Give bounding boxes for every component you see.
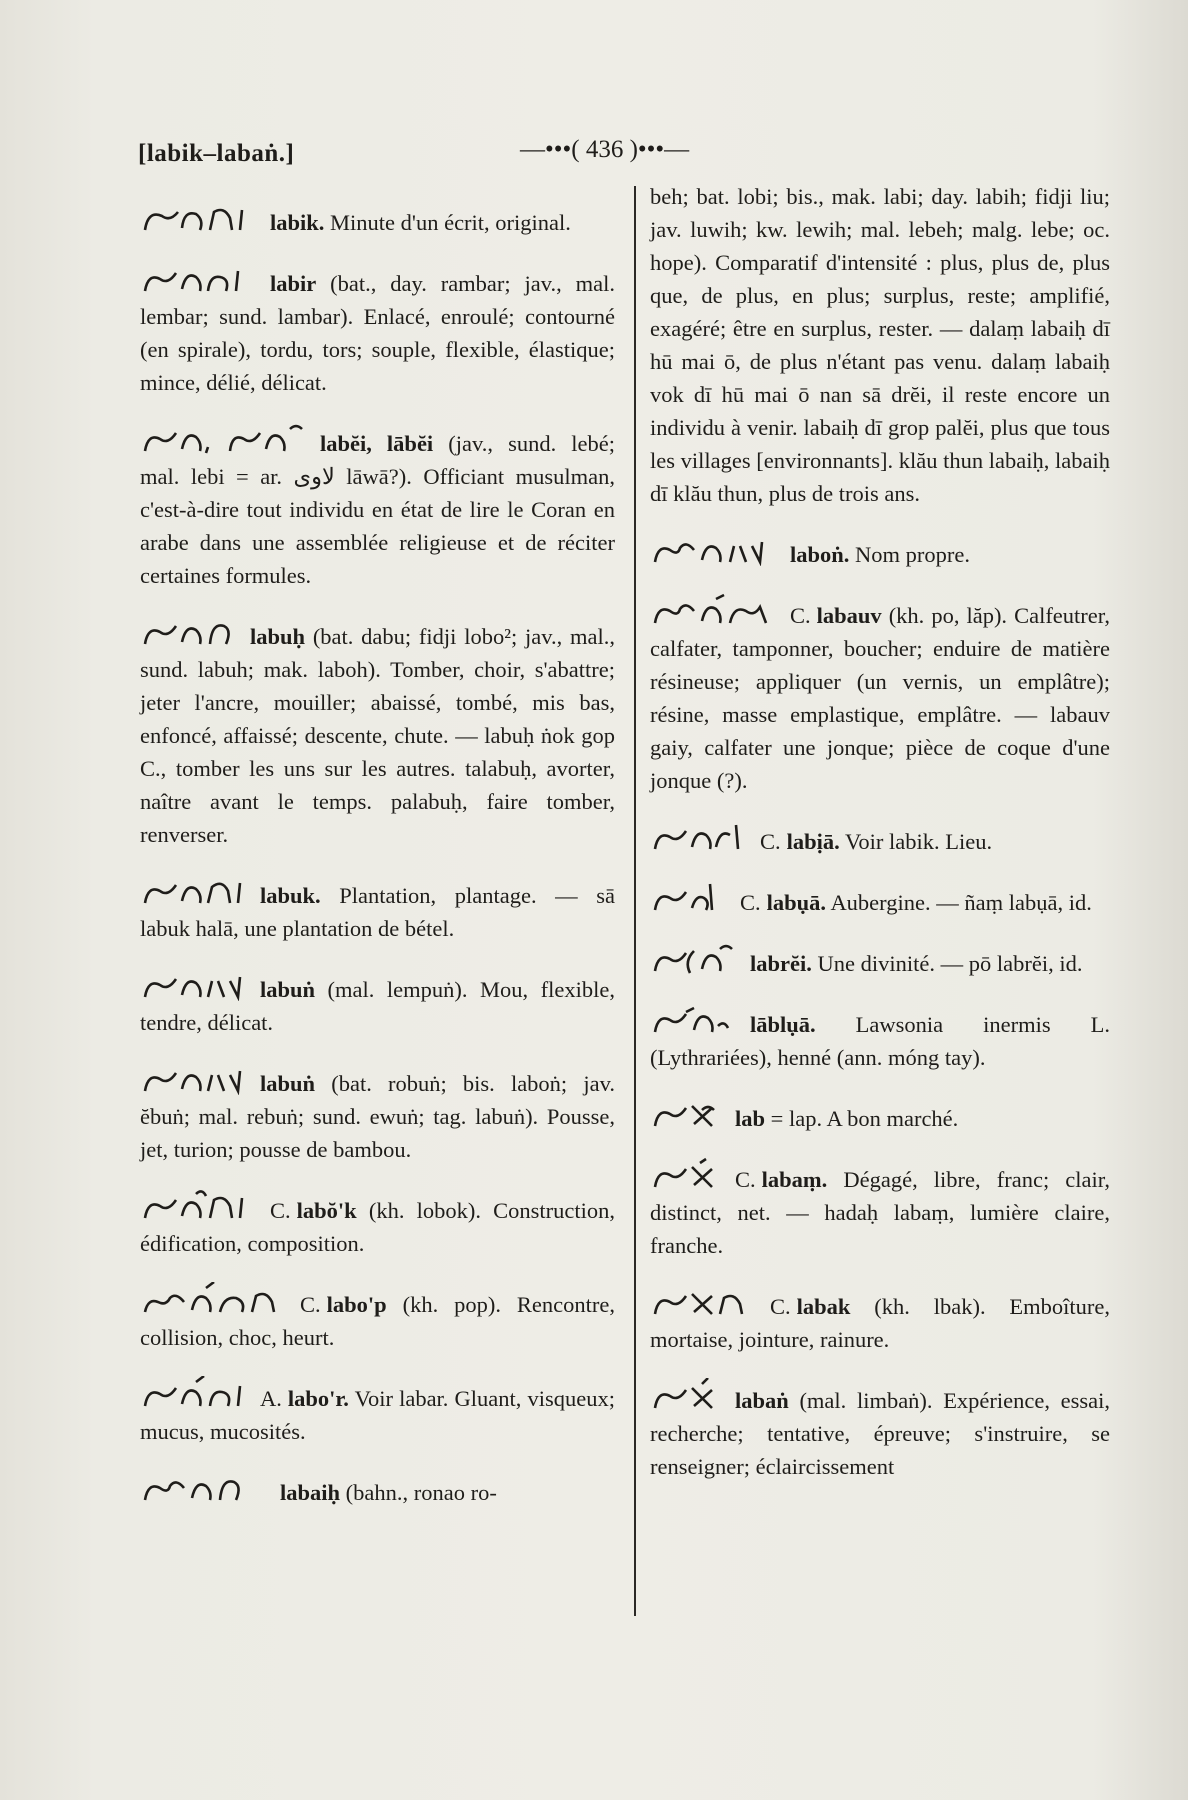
entry-prefix: C. [760, 829, 781, 854]
running-head: [labik–labaṅ.] [138, 140, 295, 167]
definition: Plantation, plantage. — sā labuk halā, une plantation de bétel. [140, 883, 615, 941]
column-divider [634, 186, 636, 1616]
left-column [140, 200, 615, 1531]
cham-script-icon [650, 941, 740, 975]
cham-script-icon [140, 1470, 270, 1504]
headword: labaiḥ [280, 1480, 341, 1505]
definition: Nom propre. [855, 542, 971, 567]
headword: lab [735, 1106, 766, 1131]
entry [140, 1470, 615, 1509]
entry [140, 1188, 615, 1260]
cham-script-icon [650, 532, 780, 566]
headword: labo'p [326, 1292, 387, 1317]
entry [140, 1376, 615, 1448]
headword: labuṅ [260, 977, 316, 1002]
headword: laboṅ. [790, 542, 850, 567]
headword: labrĕi. [750, 951, 812, 976]
cham-script-icon [650, 1096, 725, 1130]
cham-script-icon [140, 1282, 290, 1316]
definition: (bat. dabu; fidji lobo²; jav., mal., sund. labuh; mak. laboh). Tomber, choir, s'abattre; jeter l'ancre, mouiller; abaissé, tombé, mis bas, enfoncé, affaissé; descente, chute. — labuḥ ṅok gop C., tomber les uns sur les autres. talabuḥ, avorter, naître avant le temps. palabuḥ, faire tomber, renverser. [140, 624, 615, 847]
cham-script-icon [650, 593, 780, 627]
entry [650, 532, 1110, 571]
headword: labĕi, lābĕi [320, 431, 434, 456]
entry [140, 873, 615, 945]
definition: (kh. lbak). Emboîture, mortaise, jointure, rainure. [650, 1294, 1111, 1352]
definition: (kh. pop). Rencontre, collision, choc, heurt. [140, 1292, 615, 1350]
definition: Lawsonia inermis L. (Lythrariées), henné (ann. móng tay). [650, 1012, 1110, 1070]
definition: Minute d'un écrit, original. [330, 210, 571, 235]
entry [140, 261, 615, 399]
cham-script-icon [140, 1188, 260, 1222]
definition: (bat. robuṅ; bis. laboṅ; jav. ĕbuṅ; mal. rebuṅ; sund. ewuṅ; tag. labuṅ). Pousse, jet, turion; pousse de bambou. [140, 1071, 616, 1162]
cham-script-icon [140, 1376, 250, 1410]
entry-prefix: C. [735, 1167, 756, 1192]
entry [650, 1002, 1110, 1074]
definition: (kh. po, lăp). Calfeutrer, calfater, tamponner, boucher; enduire de matière résineuse; appliquer (un vernis, un emplâtre); résine, masse emplastique, emplâtre. — labauv gaiy, calfater une jonque; pièce de coque d'une jonque (?). [650, 603, 1110, 793]
entry [650, 1378, 1110, 1483]
headword: labuk. [260, 883, 321, 908]
headword: labak [796, 1294, 851, 1319]
definition: (kh. lobok). Construction, édification, composition. [140, 1198, 615, 1256]
entry [650, 1157, 1110, 1262]
definition: beh; bat. lobi; bis., mak. labi; day. labih; fidji liu; jav. luwih; kw. lewih; mal. lebeh; malg. lebe; oc. hope). Comparatif d'intensité : plus, plus de, plus que, de plus, en plus; surplus, reste; amplifié, exagéré; être en surplus, rester. — dalaṃ labaiḥ dī hū mai ō, de plus n'étant pas venu. dalaṃ labaiḥ vok dī hū mai ō nan sā drĕi, il reste encore un individu à venir. labaiḥ dī grop palĕi, plus que tous les villages [environnants]. klău thun labaiḥ, labaiḥ dī klău thun, plus de trois ans. [650, 184, 1110, 506]
definition: (mal. lempuṅ). Mou, flexible, tendre, délicat. [140, 977, 615, 1035]
definition: Une divinité. — pō labrĕi, id. [817, 951, 1083, 976]
entry [140, 421, 615, 592]
headword: labo'r. [287, 1386, 349, 1411]
cham-script-icon [650, 1284, 760, 1318]
entry [650, 1096, 1110, 1135]
headword: labụā. [766, 890, 827, 915]
entry [140, 1282, 615, 1354]
right-column [650, 180, 1110, 1505]
entry-prefix: C. [270, 1198, 291, 1223]
headword: labauv [816, 603, 882, 628]
headword: labaṃ. [761, 1167, 828, 1192]
headword: labuḥ [250, 624, 306, 649]
entry-prefix: C. [770, 1294, 791, 1319]
entry [650, 593, 1110, 797]
cham-script-icon [650, 1157, 725, 1191]
entry [140, 967, 615, 1039]
cham-script-icon [650, 819, 750, 853]
entry [650, 1284, 1110, 1356]
entry-prefix: C. [790, 603, 811, 628]
headword: labuṅ [260, 1071, 316, 1096]
definition: Voir labik. Lieu. [845, 829, 993, 854]
cham-script-icon [140, 421, 310, 455]
headword: labaṅ [735, 1388, 789, 1413]
cham-script-icon [650, 1002, 740, 1036]
cham-script-icon [140, 261, 260, 295]
headword: lāblụā. [750, 1012, 816, 1037]
definition: (bat., day. rambar; jav., mal. lembar; sund. lambar). Enlacé, enroulé; contourné (en spirale), tordu, tors; souple, flexible, élastique; mince, délié, délicat. [140, 271, 616, 395]
definition: = lap. A bon marché. [770, 1106, 959, 1131]
entry-prefix: C. [740, 890, 761, 915]
cham-script-icon [140, 967, 250, 1001]
entry [140, 1061, 615, 1166]
definition: Dégagé, libre, franc; clair, distinct, net. — hadaḥ labaṃ, lumière claire, franche. [650, 1167, 1110, 1258]
definition: Aubergine. — ñaṃ labụā, id. [830, 890, 1092, 915]
definition: (mal. limbaṅ). Expérience, essai, recherche; tentative, épreuve; s'instruire, se renseigner; éclaircissement [650, 1388, 1111, 1479]
entry [140, 200, 615, 239]
entry [650, 941, 1110, 980]
entry [650, 819, 1110, 858]
cham-script-icon [140, 873, 250, 907]
definition: (jav., sund. lebé; mal. lebi = ar. لاوی lāwā?). Officiant musulman, c'est-à-dire tout individu en état de lire le Coran en arabe dans une assemblée religieuse et de réciter certaines formules. [140, 431, 615, 588]
headword: labir [270, 271, 317, 296]
entry [140, 614, 615, 851]
cham-script-icon [140, 200, 260, 234]
cham-script-icon [140, 1061, 250, 1095]
cham-script-icon [140, 614, 240, 648]
entry-prefix: A. [260, 1386, 282, 1411]
entry [650, 880, 1110, 919]
cham-script-icon [650, 1378, 725, 1412]
page-number: —•••( 436 )•••— [520, 136, 690, 163]
cham-script-icon [650, 880, 730, 914]
headword: labŏ'k [296, 1198, 357, 1223]
definition: Voir labar. Gluant, visqueux; mucus, mucosités. [140, 1386, 615, 1444]
definition: (bahn., ronao ro- [345, 1480, 497, 1505]
headword: labik. [270, 210, 325, 235]
headword: labịā. [786, 829, 840, 854]
entry-continuation [650, 180, 1110, 510]
entry-prefix: C. [300, 1292, 321, 1317]
